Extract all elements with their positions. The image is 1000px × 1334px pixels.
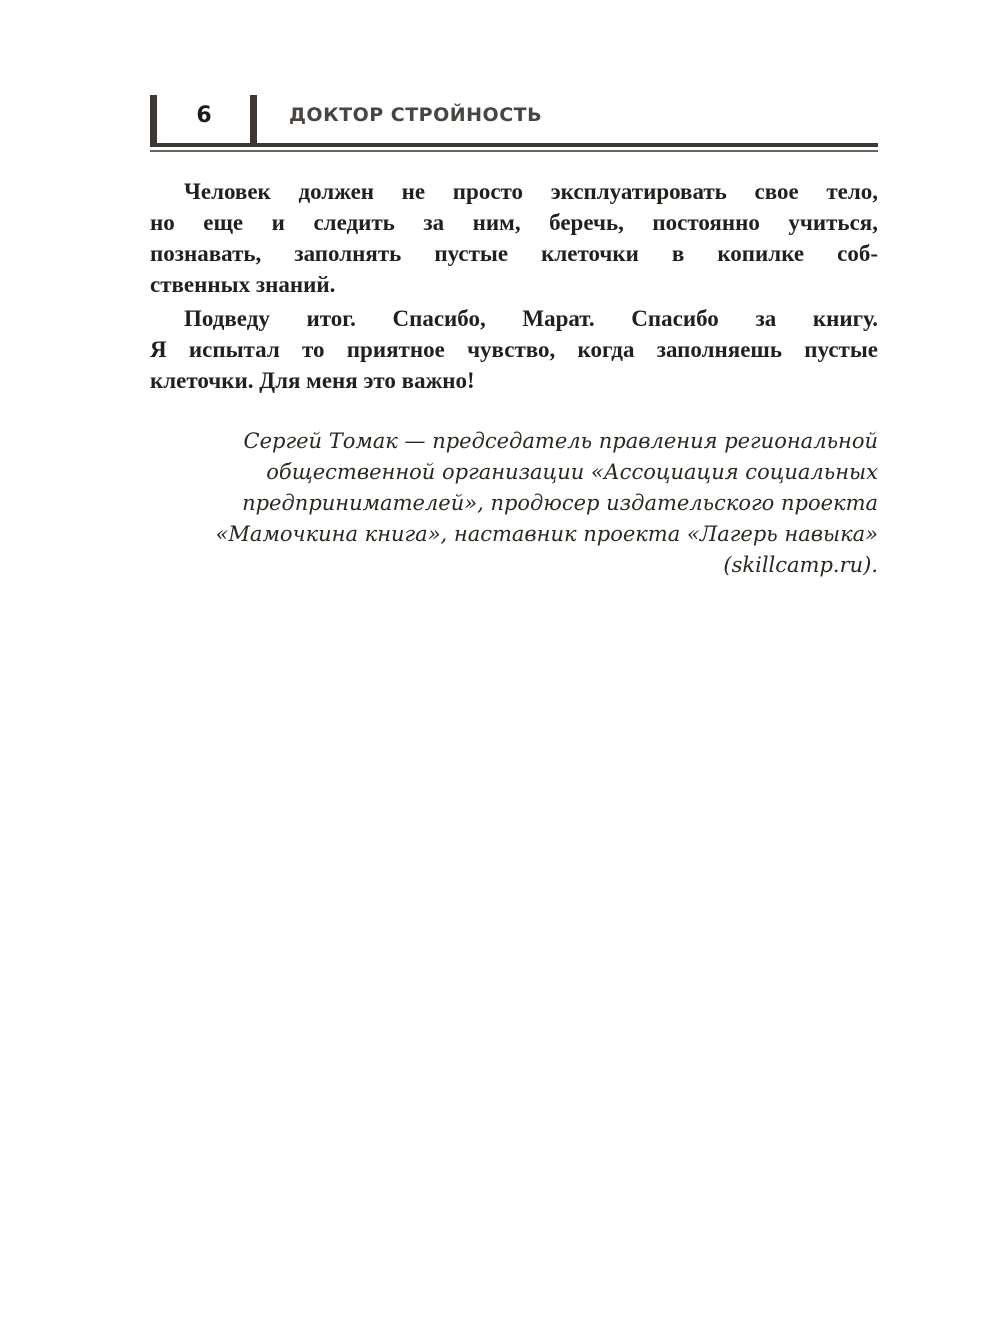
signature-line: предпринимателей», продюсер издательского проекта [242,491,878,515]
text-line: ственных знаний. [150,272,336,297]
author-signature [150,426,878,581]
running-title: ДОКТОР СТРОЙНОСТЬ [289,104,543,126]
text-line: клеточки. Для меня это важно! [150,368,475,393]
page-number: 6 [196,103,212,128]
header-rule-thin [150,150,878,152]
paragraph-2 [150,303,878,396]
signature-line: общественной организации «Ассоциация социальных [266,460,878,484]
signature-line: «Мамочкина книга», наставник проекта «Лагерь навыка» [215,522,878,546]
text-line: Я испытал то приятное чувство, когда заполняешь пустые [150,337,878,362]
header-rule-thick [150,143,878,147]
text-line: познавать, заполнять пустые клеточки в копилке соб- [150,241,878,266]
header-bar-divider [250,95,257,147]
header-bar-left [150,95,157,147]
signature-line: (skillcamp.ru). [723,553,878,577]
text-line: Человек должен не просто эксплуатировать свое тело, [184,179,878,204]
text-line: но еще и следить за ним, беречь, постоянно учиться, [150,210,878,235]
text-line: Подведу итог. Спасибо, Марат. Спасибо за книгу. [184,306,878,331]
paragraph-1 [150,176,878,300]
signature-line: Сергей Томак — председатель правления региональной [243,429,878,453]
